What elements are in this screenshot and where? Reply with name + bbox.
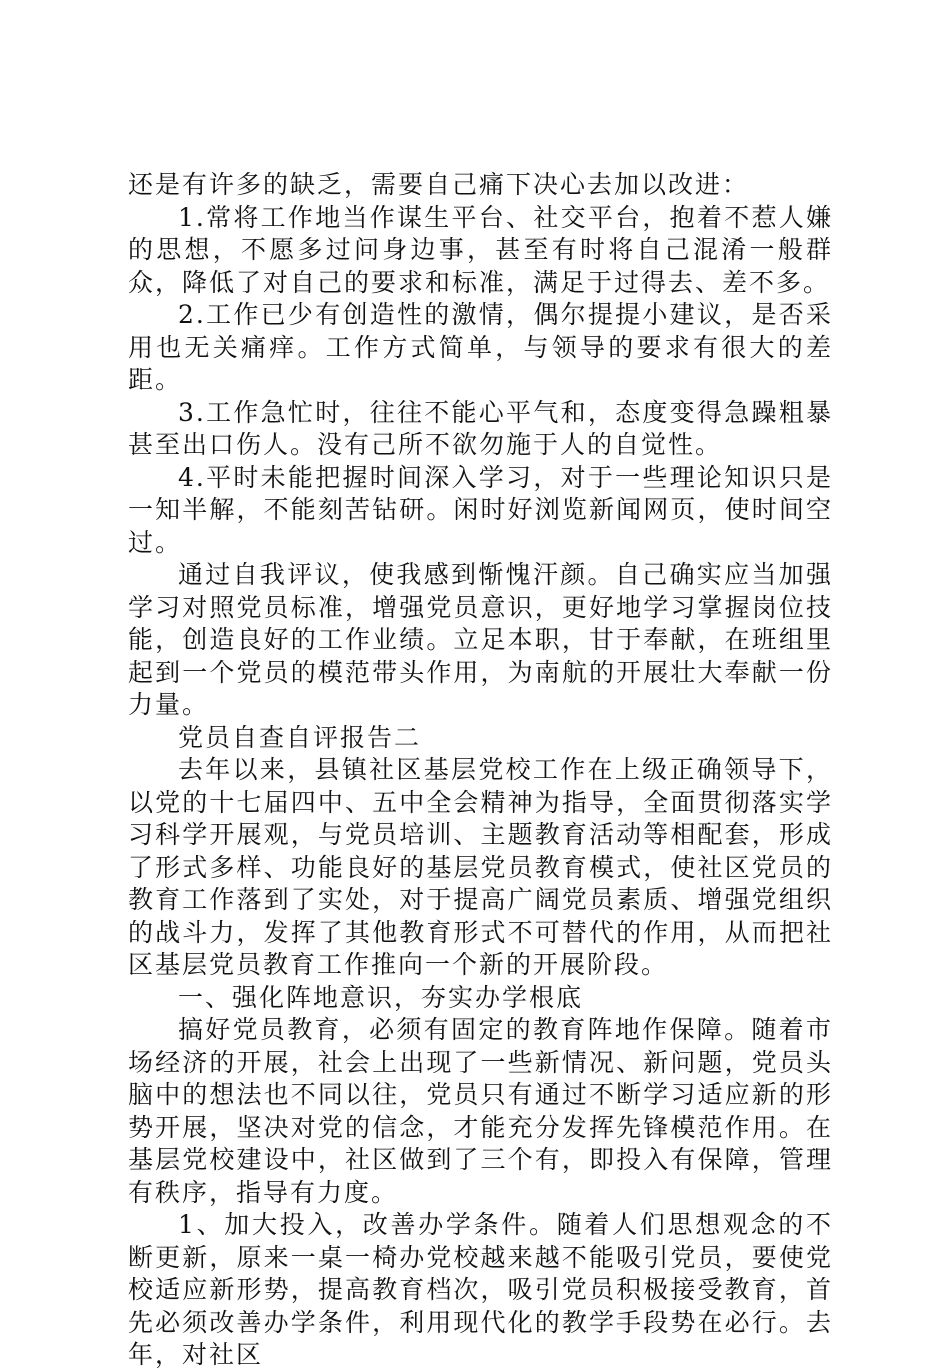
document-body <box>128 169 833 1372</box>
section-heading-1: 一、强化阵地意识，夯实办学根底 <box>178 982 584 1012</box>
paragraph-investment: 1、加大投入，改善办学条件。随着人们思想观念的不断更新，原来一桌一椅办党校越来越不能吸引党员，要使党校适应新形势，提高教育档次，吸引党员积极接受教育，首先必须改善办学条件，利用现代化的教学手段势在必行。去年，对社区 <box>128 1210 833 1369</box>
section-title-report-two: 党员自查自评报告二 <box>178 722 422 752</box>
paragraph-item-2: 2.工作已少有创造性的激情，偶尔提提小建议，是否采用也无关痛痒。工作方式简单，与领导的要求有很大的差距。 <box>128 300 833 394</box>
paragraph-self-review: 通过自我评议，使我感到惭愧汗颜。自己确实应当加强学习对照党员标准，增强党员意识，更好地学习掌握岗位技能，创造良好的工作业绩。立足本职，甘于奉献，在班组里起到一个党员的模范带头作用，为南航的开展壮大奉献一份力量。 <box>128 560 833 719</box>
paragraph-report-intro: 去年以来，县镇社区基层党校工作在上级正确领导下，以党的十七届四中、五中全会精神为指导，全面贯彻落实学习科学开展观，与党员培训、主题教育活动等相配套，形成了形式多样、功能良好的基层党员教育模式，使社区党员的教育工作落到了实处，对于提高广阔党员素质、增强党组织的战斗力，发挥了其他教育形式不可替代的作用，从而把社区基层党员教育工作推向一个新的开展阶段。 <box>128 755 833 979</box>
paragraph-item-4: 4.平时未能把握时间深入学习，对于一些理论知识只是一知半解，不能刻苦钻研。闲时好浏览新闻网页，使时间空过。 <box>128 462 833 557</box>
paragraph-education-base: 搞好党员教育，必须有固定的教育阵地作保障。随着市场经济的开展，社会上出现了一些新情况、新问题，党员头脑中的想法也不同以往，党员只有通过不断学习适应新的形势开展，坚决对党的信念，才能充分发挥先锋模范作用。在基层党校建设中，社区做到了三个有，即投入有保障，管理有秩序，指导有力度。 <box>128 1015 833 1207</box>
paragraph-intro: 还是有许多的缺乏，需要自己痛下决心去加以改进： <box>128 170 750 199</box>
paragraph-item-3: 3.工作急忙时，往往不能心平气和，态度变得急躁粗暴甚至出口伤人。没有己所不欲勿施于人的自觉性。 <box>128 397 833 459</box>
paragraph-item-1: 1.常将工作地当作谋生平台、社交平台，抱着不惹人嫌的思想，不愿多过问身边事，甚至有时将自己混淆一般群众，降低了对自己的要求和标准，满足于过得去、差不多。 <box>128 202 833 297</box>
